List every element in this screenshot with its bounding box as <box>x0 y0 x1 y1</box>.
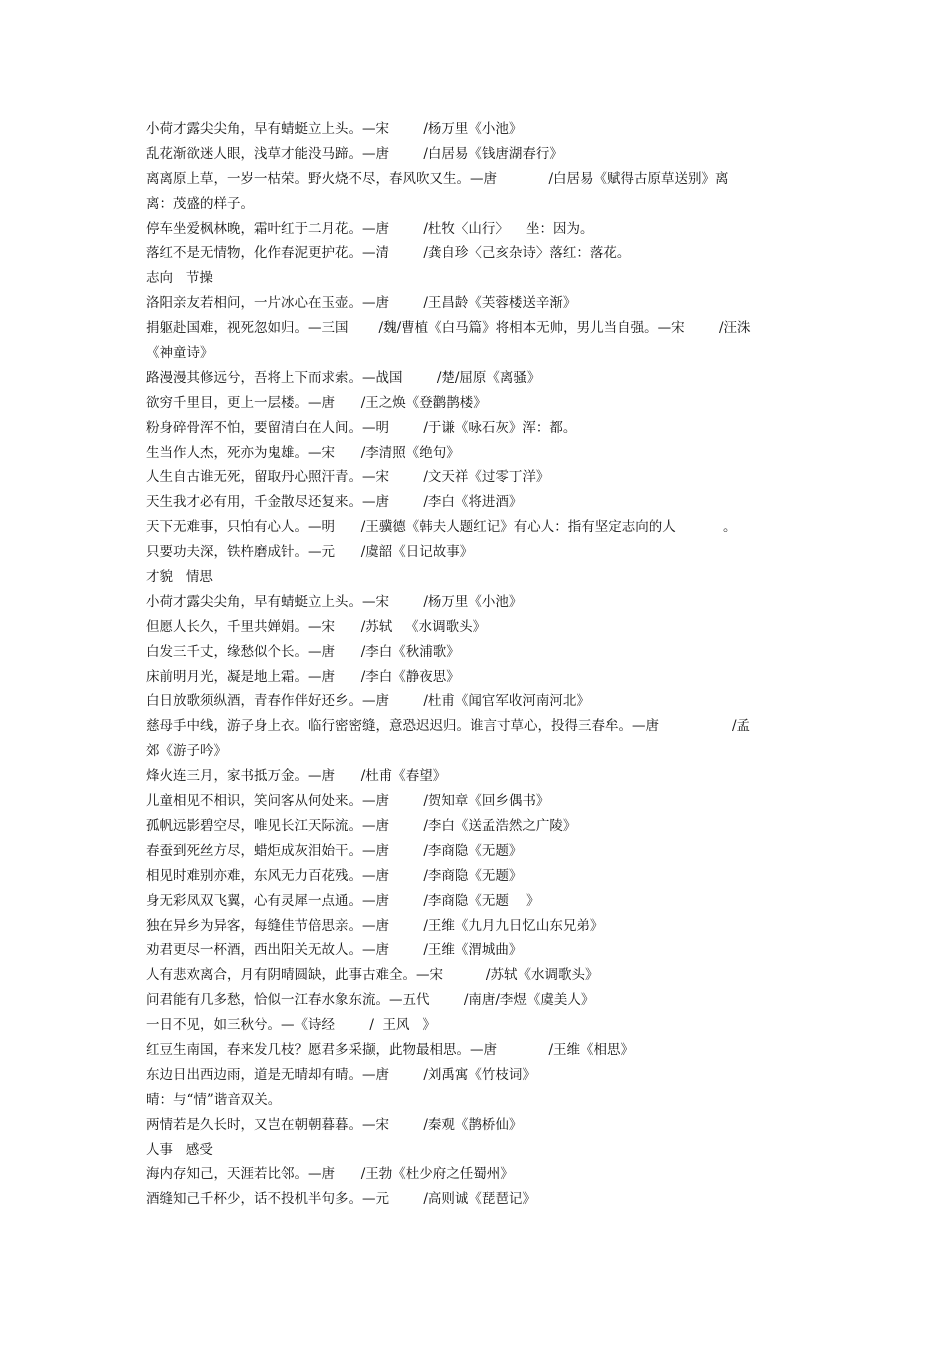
text-line: 孤帆远影碧空尽，唯见长江天际流。—唐 /李白《送孟浩然之广陵》 <box>146 817 577 834</box>
text-line: 慈母手中线，游子身上衣。临行密密缝，意恐迟迟归。谁言寸草心，投得三春牟。—唐 /孟 <box>146 718 750 735</box>
text-line: 只要功夫深，铁杵磨成针。—元 /虞韶《日记故事》 <box>146 544 474 561</box>
text-line: 东边日出西边雨，道是无晴却有晴。—唐 /刘禹寓《竹枝词》 <box>146 1066 536 1083</box>
text-line: 春蚕到死丝方尽，蜡炬成灰泪始干。—唐 /李商隐《无题》 <box>146 842 523 859</box>
text-line: 乱花渐欲迷人眼，浅草才能没马蹄。—唐 /白居易《钱唐湖春行》 <box>146 145 563 162</box>
text-line: 离离原上草，一岁一枯荣。野火烧不尽，春风吹又生。—唐 /白居易《赋得古原草送别》离 <box>146 170 729 187</box>
text-line: 志向 节操 <box>146 270 213 287</box>
text-line: 床前明月光，凝是地上霜。—唐 /李白《静夜思》 <box>146 668 460 685</box>
text-line: 路漫漫其修远兮，吾将上下而求索。—战国 /楚/屈原《离骚》 <box>146 369 541 386</box>
text-line: 红豆生南国，春来发几枝？愿君多采撷，此物最相思。—唐 /王维《相思》 <box>146 1041 635 1058</box>
text-line: 人生自古谁无死，留取丹心照汗青。—宋 /文天祥《过零丁洋》 <box>146 469 550 486</box>
text-line: 一日不见，如三秋兮。—《诗经 / 王风 》 <box>146 1017 436 1034</box>
text-line: 生当作人杰，死亦为鬼雄。—宋 /李清照《绝句》 <box>146 444 460 461</box>
text-line: 独在异乡为异客，每缝佳节倍思亲。—唐 /王维《九月九日忆山东兄弟》 <box>146 917 604 934</box>
text-line: 小荷才露尖尖角，早有蜻蜓立上头。—宋 /杨万里《小池》 <box>146 121 523 137</box>
text-line: 白日放歌须纵酒，青春作伴好还乡。—唐 /杜甫《闻官军收河南河北》 <box>146 693 590 710</box>
text-line: 劝君更尽一杯酒，西出阳关无故人。—唐 /王维《渭城曲》 <box>146 942 523 959</box>
text-line: 相见时难别亦难，东风无力百花残。—唐 /李商隐《无题》 <box>146 867 523 884</box>
text-line: 但愿人长久，千里共婵娟。—宋 /苏轼 《水调歌头》 <box>146 618 487 635</box>
text-line: 问君能有几多愁，恰似一江春水象东流。—五代 /南唐/李煜《虞美人》 <box>146 992 595 1009</box>
text-line: 儿童相见不相识，笑问客从何处来。—唐 /贺知章《回乡偶书》 <box>146 793 550 810</box>
text-line: 天下无难事，只怕有心人。—明 /王骥德《韩夫人题红记》有心人：指有坚定志向的人 。 <box>146 519 737 536</box>
text-line: 欲穷千里目，更上一层楼。—唐 /王之焕《登鹳鹊楼》 <box>146 394 487 411</box>
text-line: 人有悲欢离合，月有阴晴圆缺，此事古难全。—宋 /苏轼《水调歌头》 <box>146 967 599 984</box>
text-line: 晴：与“情”谐音双关。 <box>146 1091 282 1108</box>
document-body <box>146 117 818 1212</box>
text-line: 身无彩凤双飞翼，心有灵犀一点通。—唐 /李商隐《无题 》 <box>146 892 540 909</box>
text-line: 才貌 情思 <box>146 569 213 586</box>
text-line: 小荷才露尖尖角，早有蜻蜓立上头。—宋 /杨万里《小池》 <box>146 593 523 610</box>
text-line: 《神童诗》 <box>146 345 214 362</box>
text-line: 两情若是久长时，又岂在朝朝暮暮。—宋 /秦观《鹊桥仙》 <box>146 1116 523 1133</box>
text-line: 白发三千丈，缘愁似个长。—唐 /李白《秋浦歌》 <box>146 643 460 660</box>
text-line: 烽火连三月，家书抵万金。—唐 /杜甫《春望》 <box>146 768 447 785</box>
text-line: 天生我才必有用，千金散尽还复来。—唐 /李白《将进酒》 <box>146 494 523 511</box>
text-line: 捐躯赴国难，视死忽如归。—三国 /魏/曹植《白马篇》将相本无帅，男儿当自强。—宋 /汪洙 <box>146 320 751 337</box>
text-line: 离：茂盛的样子。 <box>146 195 254 212</box>
text-line: 海内存知己，天涯若比邻。—唐 /王勃《杜少府之任蜀州》 <box>146 1166 514 1183</box>
text-line: 停车坐爱枫林晚，霜叶红于二月花。—唐 /杜牧〈山行〉 坐：因为。 <box>146 220 594 237</box>
text-line: 郊《游子吟》 <box>146 743 227 760</box>
text-line: 落红不是无情物，化作春泥更护花。—清 /龚自珍〈己亥杂诗〉落红：落花。 <box>146 245 631 262</box>
text-line: 酒缝知己千杯少，话不投机半句多。—元 /高则诚《琵琶记》 <box>146 1191 536 1208</box>
text-line: 人事 感受 <box>146 1141 213 1158</box>
text-line: 粉身碎骨浑不怕，要留清白在人间。—明 /于谦《咏石灰》浑：都。 <box>146 419 577 436</box>
text-line: 洛阳亲友若相问，一片冰心在玉壶。—唐 /王昌龄《芙蓉楼送辛渐》 <box>146 295 577 312</box>
